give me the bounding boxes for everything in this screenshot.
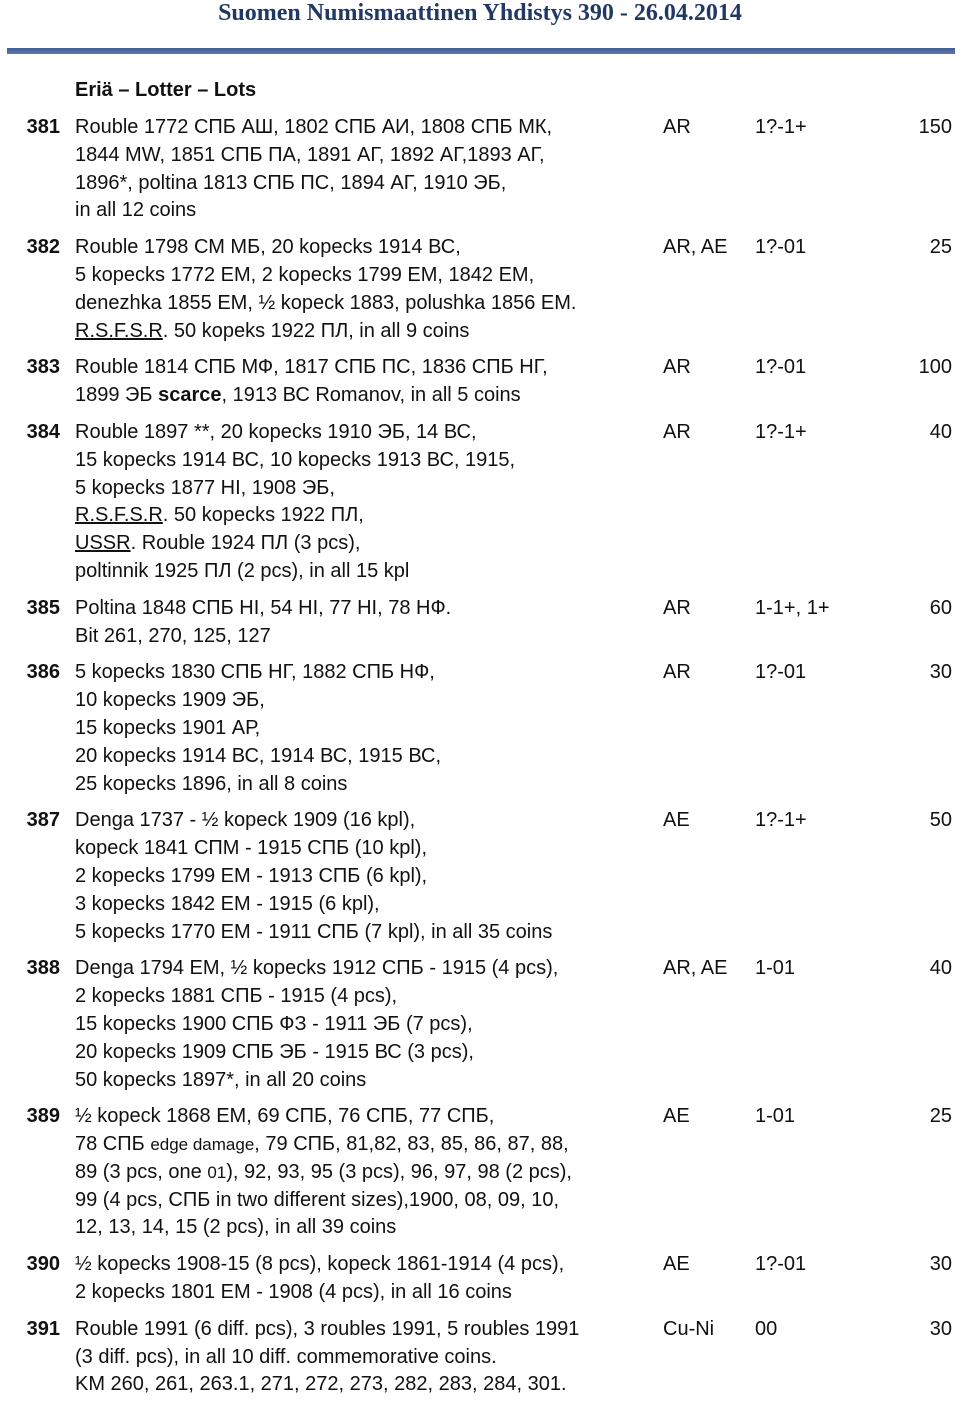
description-text: 5 kopecks 1830 СПБ НГ, 1882 СПБ НФ, — [75, 661, 435, 684]
lot-description — [75, 419, 650, 586]
description-text: Denga 1737 - ½ kopeck 1909 (16 kpl), — [75, 809, 416, 832]
description-line — [75, 558, 650, 586]
description-line — [75, 919, 650, 947]
lot-grade: 1?-01 — [755, 1253, 807, 1276]
description-line — [75, 262, 650, 290]
description-text: Rouble 1814 СПБ МФ, 1817 СПБ ПС, 1836 СПБ НГ, — [75, 356, 548, 379]
description-text: Denga 1794 ЕМ, ½ kopecks 1912 СПБ - 1915 (4 pcs), — [75, 957, 559, 980]
description-line — [75, 1067, 650, 1095]
description-text: edge damage — [150, 1135, 255, 1155]
lot-description — [75, 1103, 650, 1242]
lot-number: 386 — [26, 661, 60, 684]
description-text: 2 kopecks 1881 СПБ - 1915 (4 pcs), — [75, 985, 398, 1008]
lot-number: 383 — [26, 356, 60, 379]
description-text: Poltina 1848 СПБ НІ, 54 НІ, 77 НІ, 78 НФ. — [75, 596, 452, 619]
lot-description — [75, 354, 650, 410]
lot-description — [75, 659, 650, 798]
lot-price: 30 — [929, 661, 952, 684]
description-text: kopeck 1841 СПМ - 1915 СПБ (10 kpl), — [75, 837, 428, 860]
lot-row — [0, 659, 960, 798]
description-line — [75, 891, 650, 919]
description-text: 89 (3 pcs, one — [75, 1160, 208, 1183]
description-line — [75, 234, 650, 262]
section-title: Eriä – Lotter – Lots — [75, 79, 257, 101]
description-line — [75, 1279, 650, 1307]
lot-row — [0, 807, 960, 946]
page-header — [0, 0, 960, 30]
description-text: 15 kopecks 1900 СПБ ФЗ - 1911 ЭБ (7 pcs), — [75, 1012, 473, 1035]
description-text: , 1913 ВС Romanov, in all 5 coins — [221, 384, 521, 407]
description-text: Rouble 1772 СПБ АШ, 1802 СПБ АИ, 1808 СПБ МК, — [75, 116, 553, 138]
description-text: 2 kopecks 1799 ЕМ - 1913 СПБ (6 kpl), — [75, 864, 428, 887]
description-text: 1899 ЭБ — [75, 384, 159, 407]
lot-number: 387 — [26, 809, 60, 832]
description-line — [75, 743, 650, 771]
lot-description — [75, 1251, 650, 1307]
description-line — [75, 1131, 650, 1159]
description-line — [75, 807, 650, 835]
lot-row — [0, 955, 960, 1094]
lot-grade: 1-1+, 1+ — [755, 596, 830, 619]
description-line — [75, 1316, 650, 1344]
lot-row — [0, 1251, 960, 1307]
lot-grade: 1?-01 — [755, 661, 807, 684]
description-text: . 50 kopeks 1922 ПЛ, in all 9 coins — [162, 319, 470, 342]
description-text: . Rouble 1924 ПЛ (3 pcs), — [130, 532, 361, 555]
description-line — [75, 290, 650, 318]
description-text: 2 kopecks 1801 ЕМ - 1908 (4 pcs), in all 16 coins — [75, 1281, 512, 1304]
lot-description — [75, 955, 650, 1094]
description-line — [75, 687, 650, 715]
lot-row — [0, 419, 960, 586]
lot-description — [75, 1316, 650, 1399]
lot-price: 30 — [929, 1317, 952, 1340]
lot-price: 60 — [929, 596, 952, 619]
lot-grade: 1-01 — [755, 957, 796, 980]
description-text: 20 kopecks 1909 СПБ ЭБ - 1915 ВС (3 pcs), — [75, 1040, 474, 1063]
lot-price: 100 — [918, 356, 952, 379]
description-line — [75, 715, 650, 743]
lot-description — [75, 234, 650, 345]
description-line — [75, 1103, 650, 1131]
lot-metal: AR, AE — [663, 957, 728, 980]
lot-metal: AR — [663, 661, 691, 684]
description-line — [75, 1187, 650, 1215]
lot-grade: 1-01 — [755, 1105, 796, 1128]
description-text: . 50 kopecks 1922 ПЛ, — [162, 504, 364, 527]
description-text: USSR — [75, 532, 131, 555]
lot-description — [75, 114, 650, 225]
lot-metal: AR — [663, 356, 691, 379]
description-line — [75, 623, 650, 651]
description-text: 20 kopecks 1914 ВС, 1914 ВС, 1915 ВС, — [75, 744, 442, 767]
lot-number: 381 — [26, 116, 60, 138]
description-text: Rouble 1798 СМ МБ, 20 kopecks 1914 ВС, — [75, 236, 461, 259]
lot-number: 390 — [26, 1253, 60, 1276]
description-line — [75, 502, 650, 530]
header-divider — [7, 48, 955, 54]
lot-grade: 1?-1+ — [755, 116, 807, 138]
lot-row — [0, 595, 960, 651]
description-line — [75, 771, 650, 799]
description-text: ½ kopeck 1868 ЕМ, 69 СПБ, 76 СПБ, 77 СПБ, — [75, 1105, 495, 1128]
description-text: denezhka 1855 ЕМ, ½ kopeck 1883, polushka 1856 ЕМ. — [75, 291, 577, 314]
description-line — [75, 530, 650, 558]
description-text: 5 kopecks 1772 ЕМ, 2 kopecks 1799 ЕМ, 1842 ЕМ, — [75, 263, 535, 286]
description-line — [75, 955, 650, 983]
description-line — [75, 114, 650, 142]
description-text: 99 (4 pcs, СПБ in two different sizes),1900, 08, 09, 10, — [75, 1188, 560, 1211]
description-line — [75, 318, 650, 346]
lot-price: 25 — [929, 1105, 952, 1128]
lot-number: 384 — [26, 420, 60, 443]
lot-price: 40 — [929, 957, 952, 980]
lot-metal: AE — [663, 809, 690, 832]
lot-grade: 00 — [755, 1317, 778, 1340]
description-line — [75, 835, 650, 863]
description-line — [75, 475, 650, 503]
description-line — [75, 447, 650, 475]
description-text: 1844 MW, 1851 СПБ ПА, 1891 АГ, 1892 АГ,1893 АГ, — [75, 143, 545, 166]
description-text: Rouble 1991 (6 diff. pcs), 3 roubles 1991, 5 roubles 1991 — [75, 1317, 580, 1340]
lot-metal: AR — [663, 116, 691, 138]
description-line — [75, 170, 650, 198]
description-line — [75, 1039, 650, 1067]
lot-price: 30 — [929, 1253, 952, 1276]
description-line — [75, 354, 650, 382]
page-title: Suomen Numismaattinen Yhdistys 390 - 26.04.2014 — [218, 0, 742, 26]
description-line — [75, 197, 650, 225]
description-text: 5 kopecks 1877 НІ, 1908 ЭБ, — [75, 476, 335, 499]
lot-number: 389 — [26, 1105, 60, 1128]
description-line — [75, 1344, 650, 1372]
lot-metal: AR, AE — [663, 236, 728, 259]
lot-metal: AR — [663, 596, 691, 619]
lot-grade: 1?-01 — [755, 236, 807, 259]
description-line — [75, 595, 650, 623]
description-text: R.S.F.S.R — [75, 319, 163, 342]
description-line — [75, 382, 650, 410]
lot-row — [0, 354, 960, 410]
description-line — [75, 1011, 650, 1039]
description-line — [75, 419, 650, 447]
description-line — [75, 1371, 650, 1399]
lot-price: 50 — [929, 809, 952, 832]
lot-price: 150 — [918, 116, 952, 138]
description-line — [75, 863, 650, 891]
description-line — [75, 1251, 650, 1279]
description-text: (3 diff. pcs), in all 10 diff. commemorative coins. — [75, 1345, 497, 1368]
description-text: scarce — [158, 384, 222, 407]
description-text: poltinnik 1925 ПЛ (2 pcs), in all 15 kpl — [75, 559, 410, 582]
lot-row — [0, 234, 960, 345]
lot-grade: 1?-1+ — [755, 420, 807, 443]
description-text: 3 kopecks 1842 ЕМ - 1915 (6 kpl), — [75, 892, 380, 915]
lot-description — [75, 807, 650, 946]
lot-number: 385 — [26, 596, 60, 619]
description-text: 5 kopecks 1770 ЕМ - 1911 СПБ (7 kpl), in all 35 coins — [75, 920, 553, 943]
lot-row — [0, 114, 960, 225]
lot-price: 25 — [929, 236, 952, 259]
description-line — [75, 142, 650, 170]
description-text: Rouble 1897 **, 20 kopecks 1910 ЭБ, 14 ВС, — [75, 420, 477, 443]
description-line — [75, 1214, 650, 1242]
lot-metal: AE — [663, 1105, 690, 1128]
description-text: 15 kopecks 1901 АР, — [75, 716, 261, 739]
lot-row — [0, 1103, 960, 1242]
description-text: 25 kopecks 1896, in all 8 coins — [75, 772, 348, 795]
description-text: 01 — [207, 1162, 227, 1182]
description-line — [75, 659, 650, 687]
lot-list — [0, 114, 960, 1408]
lot-metal: Cu-Ni — [663, 1317, 715, 1340]
description-text: 50 kopecks 1897*, in all 20 coins — [75, 1068, 367, 1091]
description-text: ), 92, 93, 95 (3 pcs), 96, 97, 98 (2 pcs), — [226, 1160, 572, 1183]
lot-description — [75, 595, 650, 651]
lot-number: 391 — [26, 1317, 60, 1340]
lot-price: 40 — [929, 420, 952, 443]
description-text: Bit 261, 270, 125, 127 — [75, 624, 271, 647]
description-text: in all 12 coins — [75, 199, 197, 222]
lot-row — [0, 1316, 960, 1399]
description-text: 1896*, poltina 1813 СПБ ПС, 1894 АГ, 1910 ЭБ, — [75, 171, 507, 194]
description-text: KM 260, 261, 263.1, 271, 272, 273, 282, 283, 284, 301. — [75, 1373, 567, 1396]
description-text: R.S.F.S.R — [75, 504, 163, 527]
description-line — [75, 983, 650, 1011]
lot-number: 388 — [26, 957, 60, 980]
description-text: 15 kopecks 1914 ВС, 10 kopecks 1913 ВС, 1915, — [75, 448, 516, 471]
description-text: 12, 13, 14, 15 (2 pcs), in all 39 coins — [75, 1216, 397, 1239]
lot-metal: AE — [663, 1253, 690, 1276]
description-text: 10 kopecks 1909 ЭБ, — [75, 689, 265, 712]
description-text: 78 СПБ — [75, 1133, 151, 1156]
lot-number: 382 — [26, 236, 60, 259]
description-text: , 79 СПБ, 81,82, 83, 85, 86, 87, 88, — [254, 1133, 569, 1156]
lot-grade: 1?-1+ — [755, 809, 807, 832]
lot-metal: AR — [663, 420, 691, 443]
description-text: ½ kopecks 1908-15 (8 pcs), kopeck 1861-1914 (4 pcs), — [75, 1253, 565, 1276]
lot-grade: 1?-01 — [755, 356, 807, 379]
description-line — [75, 1159, 650, 1187]
